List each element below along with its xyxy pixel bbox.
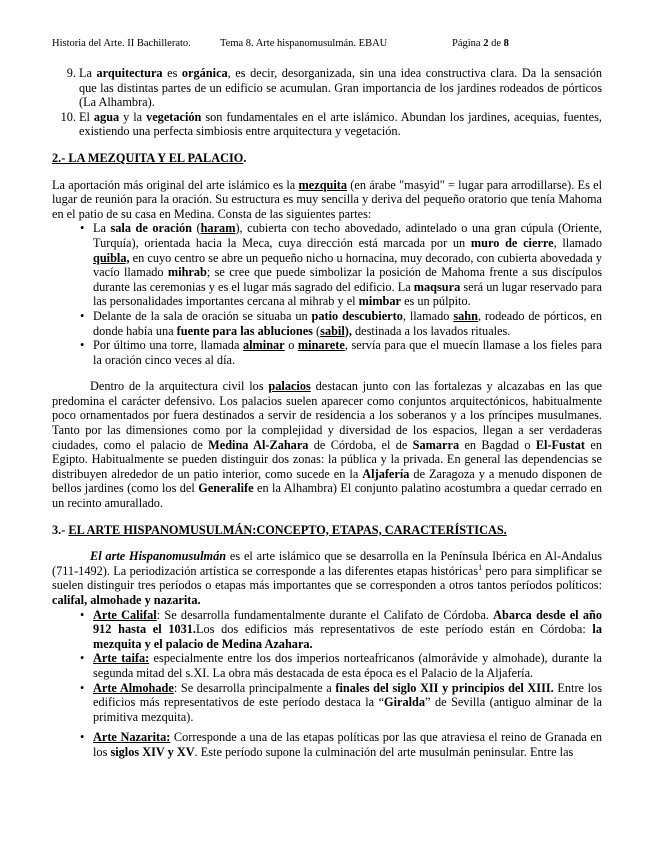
list-item-arte-almohade: • Arte Almohade: Se desarrolla principalmente a finales del siglo XII y principios del XIII. Entre los edificios más representativos de este período destaca la “Giralda” de Sevilla (antiguo alminar de la primitiva mezquita). [80, 680, 602, 724]
bullet-icon: • [80, 308, 85, 323]
bullet-icon: • [80, 338, 85, 353]
header-page-number: Página 2 de 8 [452, 38, 509, 49]
bullet-icon: • [80, 607, 85, 622]
section-2-heading: 2.- LA MEZQUITA Y EL PALACIO. [52, 150, 247, 165]
list-number: 10. [60, 109, 76, 124]
list-item-9: 9. La arquitectura es orgánica, es decir, desorganizada, sin una idea constructiva clara. Da la sensación que las distintas partes de un edificio se acumulan. Gran importancia de los jardines rodeados de pórticos (La Alhambra). [52, 66, 602, 110]
palace-paragraph: Dentro de la arquitectura civil los palacios destacan junto con las fortalezas y alcazabas en las que predomina el carácter defensivo. Los palacios suelen aparecer como conjuntos arquitectónicos, habitualmente poco ornamentados por fuera destinados a servir de residencia a los soberanos y a los príncipes musulmanes. Tanto por las dimensiones como por la complejidad y diversidad de los espacios, llegan a ser verdaderas ciudades, como el palacio de Medina Al-Zahara de Córdoba, el de Samarra en Bagdad o El-Fustat en Egipto. Habitualmente se pueden distinguir dos zonas: la pública y la privada. En general las dependencias se distribuyen alrededor de un patio interior, como sucede en la Aljafería de Zaragoza y a menudo disponen de bellos jardines (como los del Generalife en la Alhambra) El conjunto palatino acostumbra a quedar cerrado en un recinto amurallado. [52, 379, 602, 511]
document-body [52, 66, 602, 760]
mosque-intro-paragraph: La aportación más original del arte islámico es la mezquita (en árabe "masyid" = lugar para arrodillarse). Es el lugar de reunión para la oración. Su estructura es muy sencilla y deriva del pequeño oratorio que tenía Mahoma en el patio de su casa en Medina. Consta de las siguientes partes: [52, 177, 602, 221]
footnote-marker: 1 [478, 562, 483, 572]
list-item-arte-taifa: • Arte taifa: especialmente entre los dos imperios norteafricanos (almorávide y almohade), durante la segunda mitad del s.XI. La obra más destacada de esta época es el Palacio de la Aljafería. [80, 651, 603, 680]
header-course: Historia del Arte. II Bachillerato. [52, 38, 191, 49]
list-item-arte-califal: • Arte Califal: Se desarrolla fundamentalmente durante el Califato de Córdoba. Abarca desde el año 912 hasta el 1031.Los dos edificios más representativos de este período están en Córdoba: la mezquita y el palacio de Medina Azahara. [80, 607, 602, 651]
bullet-icon: • [80, 221, 85, 236]
section-3-heading: 3.- EL ARTE HISPANOMUSULMÁN:CONCEPTO, ETAPAS, CARACTERÍSTICAS. [52, 522, 507, 537]
list-item-prayer-hall: • La sala de oración (haram), cubierta con techo abovedado, adintelado o una gran cúpula (Oriente, Turquía), orientada hacia la Meca, cuya dirección está marcada por un muro de cierre, llamado quibla, en cuyo centro se abre un pequeño nicho u hornacina, muy decorado, con cubierta abovedada y vacío llamado mihrab; se cree que puede simbolizar la posición de Mahoma frente a sus discípulos durante las ceremonias y es el lugar más sagrado del edificio. La maqsura será un lugar reservado para las personalidades importantes cercana al mihrab y el mimbar es un púlpito. [80, 221, 603, 309]
list-item-minaret: • Por último una torre, llamada alminar o minarete, servía para que el muecín llamase a los fieles para la oración cinco veces al día. [80, 338, 603, 367]
bullet-icon: • [80, 730, 85, 745]
list-item-courtyard: • Delante de la sala de oración se situaba un patio descubierto, llamado sahn, rodeado de pórticos, en donde había una fuente para las abluciones (sabil), destinada a los lavados rituales. [80, 308, 603, 338]
bullet-icon: • [80, 651, 85, 666]
list-item-10: 10. El agua y la vegetación son fundamentales en el arte islámico. Abundan los jardines, acequias, fuentes, existiendo una perfecta simbiosis entre arquitectura y vegetación. [52, 110, 602, 139]
list-item-arte-nazarita: • Arte Nazarita: Corresponde a una de las etapas políticas por las que atraviesa el reino de Granada en los siglos XIV y XV. Este período supone la culminación del arte musulmán peninsular. Entre las [80, 730, 602, 759]
list-number: 9. [66, 66, 76, 80]
header-topic: Tema 8. Arte hispanomusulmán. EBAU [220, 38, 388, 49]
hispanomuslim-intro-paragraph: El arte Hispanomusulmán es el arte islámico que se desarrolla en la Península Ibérica en Al-Andalus (711-1492). La periodización artística se corresponde a las diferentes etapas históricas$^1$ pero para simplificar se suelen distinguir tres períodos o etapas más importantes que se corresponden a otros tantos períodos políticos: califal, almohade y nazarita. [52, 549, 602, 607]
bullet-icon: • [80, 680, 85, 695]
